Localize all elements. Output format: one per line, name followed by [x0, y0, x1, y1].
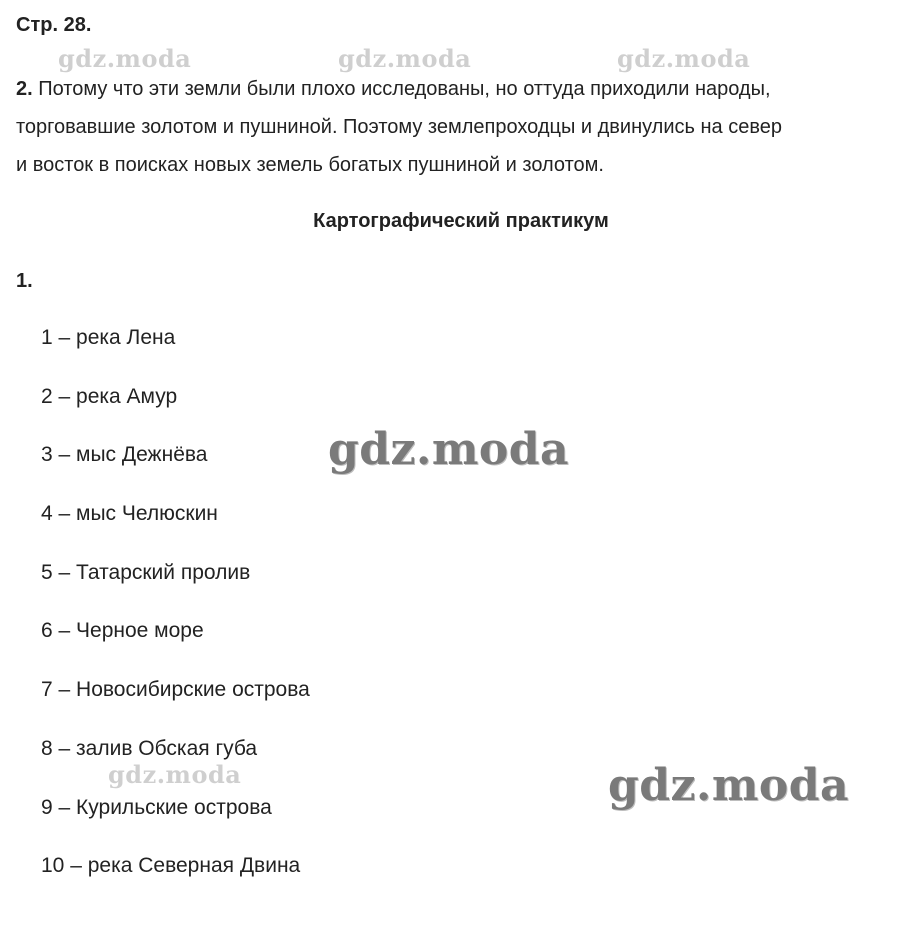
- list-item: 7 – Новосибирские острова: [41, 678, 310, 702]
- list-item: 8 – залив Обская губа: [41, 736, 258, 760]
- answer-line-3: и восток в поисках новых земель богатых пушниной и золотом.: [16, 154, 604, 176]
- list-item: 2 – река Амур: [41, 384, 178, 408]
- watermark: gdz.moda: [58, 44, 192, 73]
- list-item: 4 – мыс Челюскин: [41, 502, 218, 526]
- list-item: 1 – река Лена: [41, 326, 176, 349]
- task-number: 1.: [16, 270, 33, 292]
- answer-text-1: Потому что эти земли были плохо исследованы, но оттуда приходили народы,: [38, 78, 771, 100]
- watermark: gdz.moda: [338, 44, 472, 73]
- watermark: gdz.moda: [108, 760, 242, 789]
- map-objects-list: [41, 323, 310, 910]
- answer-number: 2.: [16, 78, 33, 100]
- watermark: gdz.moda: [328, 424, 570, 475]
- answer-line-2: торговавшие золотом и пушниной. Поэтому землепроходцы и двинулись на север: [16, 116, 782, 138]
- list-item: 3 – мыс Дежнёва: [41, 443, 208, 467]
- page-title: Стр. 28.: [16, 14, 92, 36]
- watermark: gdz.moda: [608, 760, 850, 811]
- list-item: 9 – Курильские острова: [41, 795, 272, 819]
- list-item: 5 – Татарский пролив: [41, 560, 251, 584]
- answer-paragraph: [16, 70, 906, 184]
- watermark: gdz.moda: [617, 44, 751, 73]
- section-title: Картографический практикум: [313, 210, 609, 232]
- answer-line-1: [16, 70, 906, 108]
- list-item: 6 – Черное море: [41, 619, 204, 643]
- list-item: 10 – река Северная Двина: [41, 854, 301, 878]
